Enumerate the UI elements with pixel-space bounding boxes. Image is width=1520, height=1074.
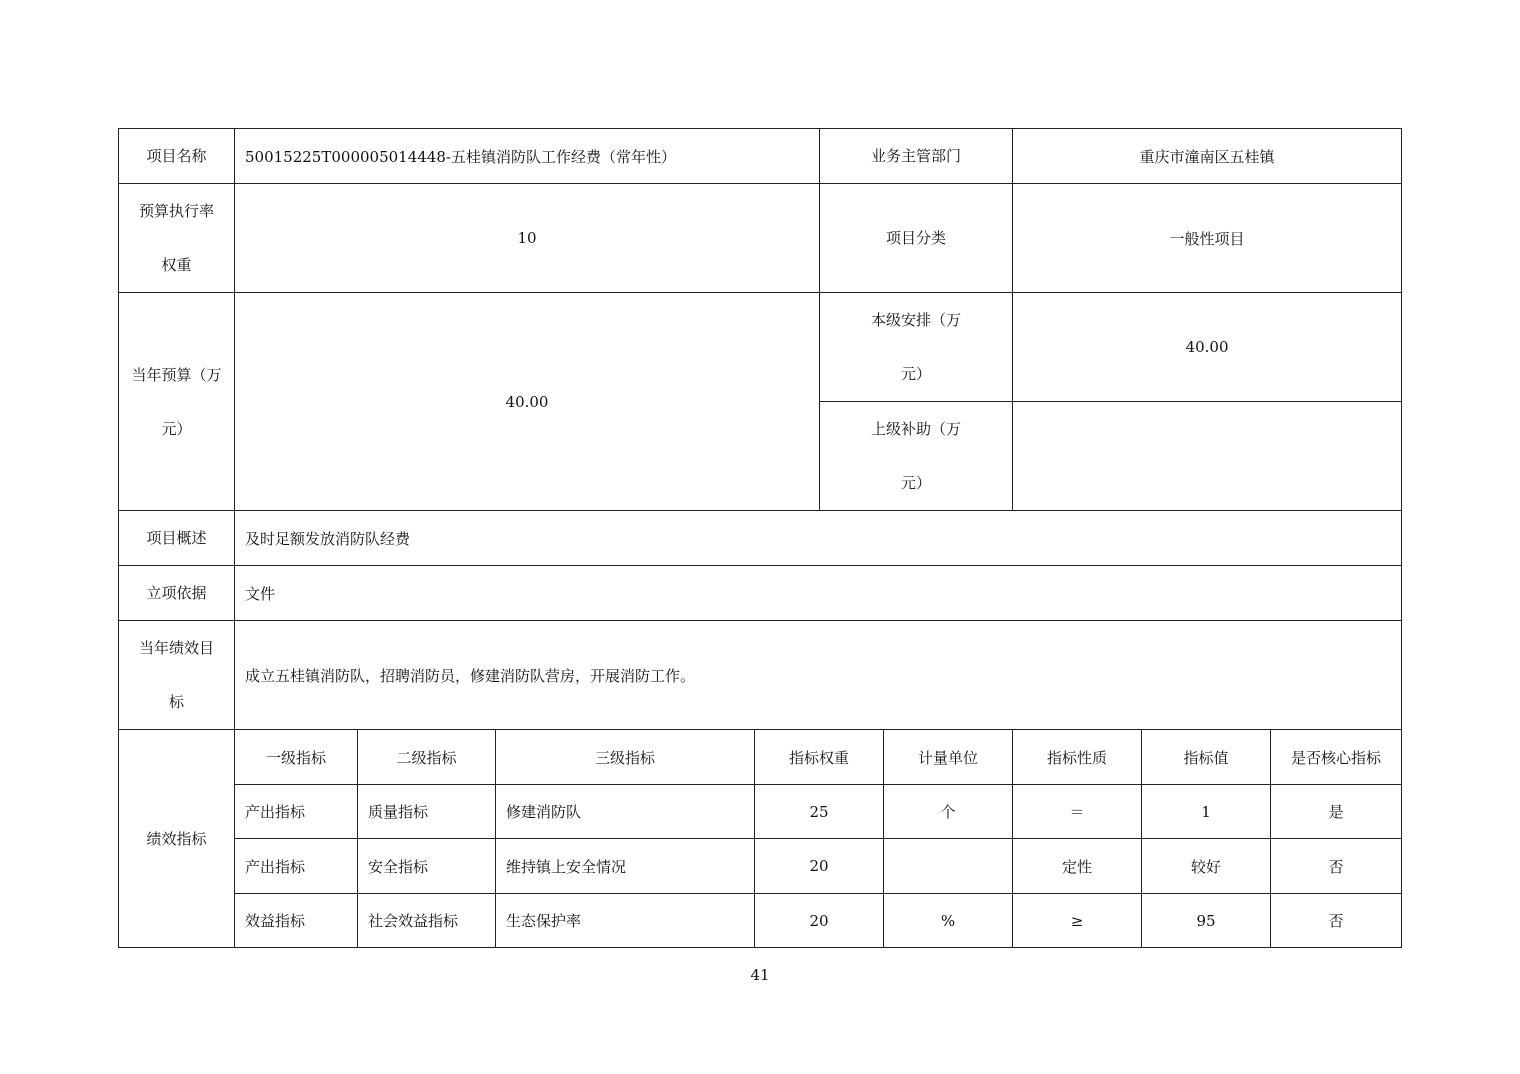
row1-core: 是 [1271,785,1402,839]
execution-weight-label: 预算执行率权重 [119,184,235,293]
annual-goal-value: 成立五桂镇消防队，招聘消防员，修建消防队营房，开展消防工作。 [235,621,1402,730]
row2-value: 较好 [1142,839,1271,894]
header-value: 指标值 [1142,730,1271,785]
overview-label: 项目概述 [119,511,235,566]
basis-label: 立项依据 [119,566,235,621]
header-level3: 三级指标 [496,730,755,785]
header-level2: 二级指标 [358,730,496,785]
row2-core: 否 [1271,839,1402,894]
row2-nature: 定性 [1013,839,1142,894]
row-annual-budget [119,293,1402,402]
header-nature: 指标性质 [1013,730,1142,785]
row1-nature: ＝ [1013,785,1142,839]
local-allocation-label: 本级安排（万元） [820,293,1013,402]
category-label: 项目分类 [820,184,1013,293]
row1-value: 1 [1142,785,1271,839]
header-weight: 指标权重 [755,730,884,785]
performance-table [118,128,1402,948]
row2-weight: 20 [755,839,884,894]
row-basis [119,566,1402,621]
row3-level2: 社会效益指标 [358,894,496,948]
department-value: 重庆市潼南区五桂镇 [1013,129,1402,184]
row2-unit [884,839,1013,894]
superior-subsidy-value [1013,402,1402,511]
table-row [119,894,1402,948]
row2-level2: 安全指标 [358,839,496,894]
row-overview [119,511,1402,566]
annual-goal-label: 当年绩效目标 [119,621,235,730]
row-execution-weight [119,184,1402,293]
row-project-name [119,129,1402,184]
project-name-value: 50015225T000005014448-五桂镇消防队工作经费（常年性） [235,129,820,184]
overview-value: 及时足额发放消防队经费 [235,511,1402,566]
row1-level1: 产出指标 [235,785,358,839]
row3-weight: 20 [755,894,884,948]
superior-subsidy-label: 上级补助（万元） [820,402,1013,511]
row1-level3: 修建消防队 [496,785,755,839]
annual-budget-label: 当年预算（万元） [119,293,235,511]
table-row [119,839,1402,894]
row3-unit: % [884,894,1013,948]
indicator-header-row [119,730,1402,785]
basis-value: 文件 [235,566,1402,621]
header-core: 是否核心指标 [1271,730,1402,785]
local-allocation-value: 40.00 [1013,293,1402,402]
row2-level1: 产出指标 [235,839,358,894]
row3-value: 95 [1142,894,1271,948]
project-name-label: 项目名称 [119,129,235,184]
annual-budget-value: 40.00 [235,293,820,511]
header-unit: 计量单位 [884,730,1013,785]
row3-level1: 效益指标 [235,894,358,948]
row1-unit: 个 [884,785,1013,839]
row3-level3: 生态保护率 [496,894,755,948]
category-value: 一般性项目 [1013,184,1402,293]
execution-weight-value: 10 [235,184,820,293]
row1-level2: 质量指标 [358,785,496,839]
row3-nature: ≥ [1013,894,1142,948]
row3-core: 否 [1271,894,1402,948]
row-annual-goal [119,621,1402,730]
indicators-label: 绩效指标 [119,730,235,948]
row1-weight: 25 [755,785,884,839]
department-label: 业务主管部门 [820,129,1013,184]
page-number: 41 [750,966,770,984]
header-level1: 一级指标 [235,730,358,785]
row2-level3: 维持镇上安全情况 [496,839,755,894]
table-row [119,785,1402,839]
